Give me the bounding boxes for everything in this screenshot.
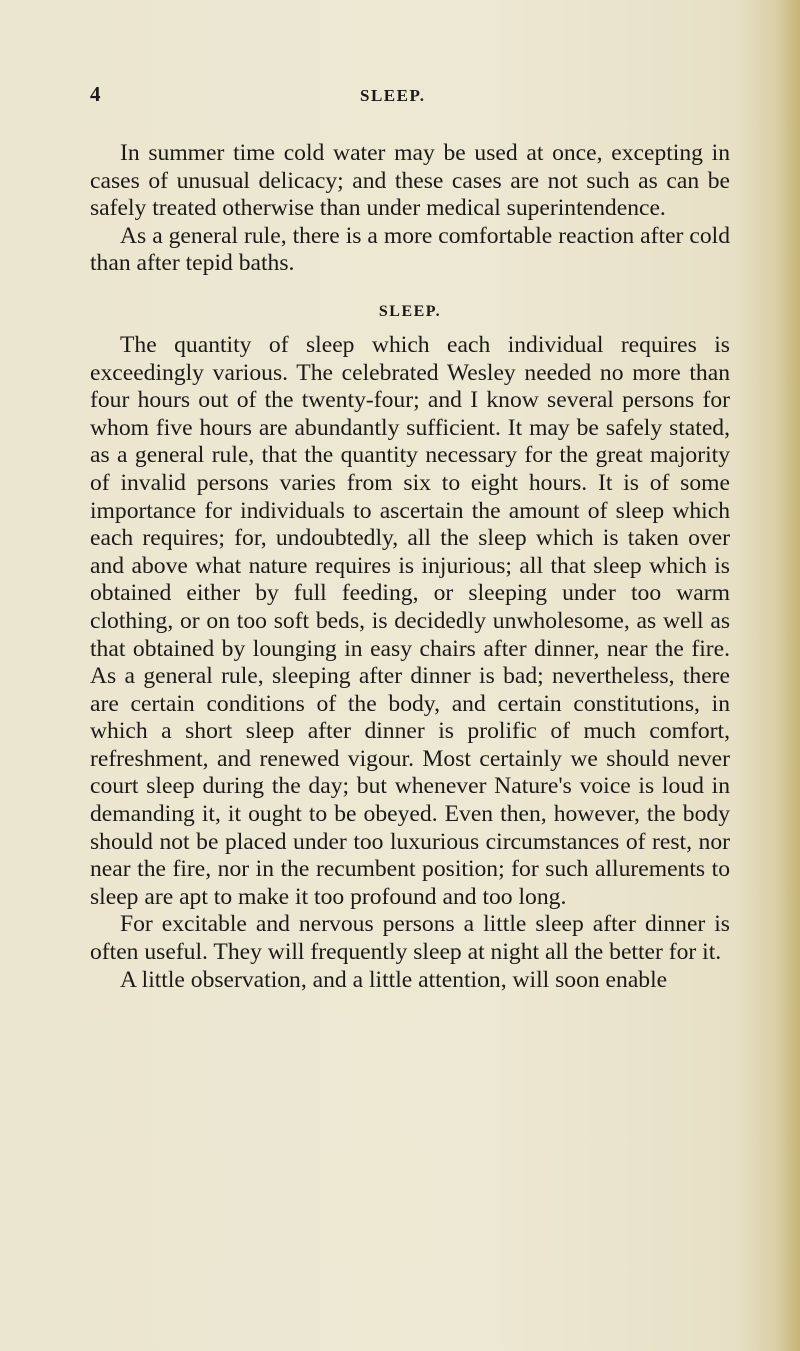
body-text	[90, 140, 730, 994]
paragraph: A little observation, and a little attention, will soon enable	[120, 966, 668, 993]
paragraph: In summer time cold water may be used at once, excepting in cases of unusual delicacy; and these cases are not such as can be safely treated otherwise than under medical superintendence.	[90, 140, 730, 222]
paragraph: As a general rule, there is a more comfortable reaction after cold than after tepid baths.	[90, 222, 730, 277]
section-heading: SLEEP.	[378, 302, 442, 320]
running-head	[90, 82, 730, 108]
paragraph: For excitable and nervous persons a little sleep after dinner is often useful. They will frequently sleep at night all the better for it.	[90, 911, 730, 966]
page-number: 4	[90, 82, 101, 106]
page-edge-shading	[782, 0, 800, 1351]
running-title: SLEEP.	[360, 86, 426, 105]
paragraph: The quantity of sleep which each individual requires is exceedingly various. The celebrated Wesley needed no more than four hours out of the twenty-four; and I know several persons for whom five hours are abundantly sufficient. It may be safely stated, as a general rule, that the quantity necessary for the great majority of invalid persons varies from six to eight hours. It is of some importance for individuals to ascertain the amount of sleep which each requires; for, undoubtedly, all the sleep which is taken over and above what nature requires is injurious; all that sleep which is obtained either by full feeding, or sleeping under too warm clothing, or on too soft beds, is decidedly unwholesome, as well as that obtained by lounging in easy chairs after dinner, near the fire. As a general rule, sleeping after dinner is bad; nevertheless, there are certain conditions of the body, and certain constitutions, in which a short sleep after dinner is prolific of much comfort, refreshment, and renewed vigour. Most certainly we should never court sleep during the day; but whenever Nature's voice is loud in demanding it, it ought to be obeyed. Even then, however, the body should not be placed under too luxurious circumstances of rest, nor near the fire, nor in the recumbent position; for such allurements to sleep are apt to make it too profound and too long.	[90, 331, 730, 910]
